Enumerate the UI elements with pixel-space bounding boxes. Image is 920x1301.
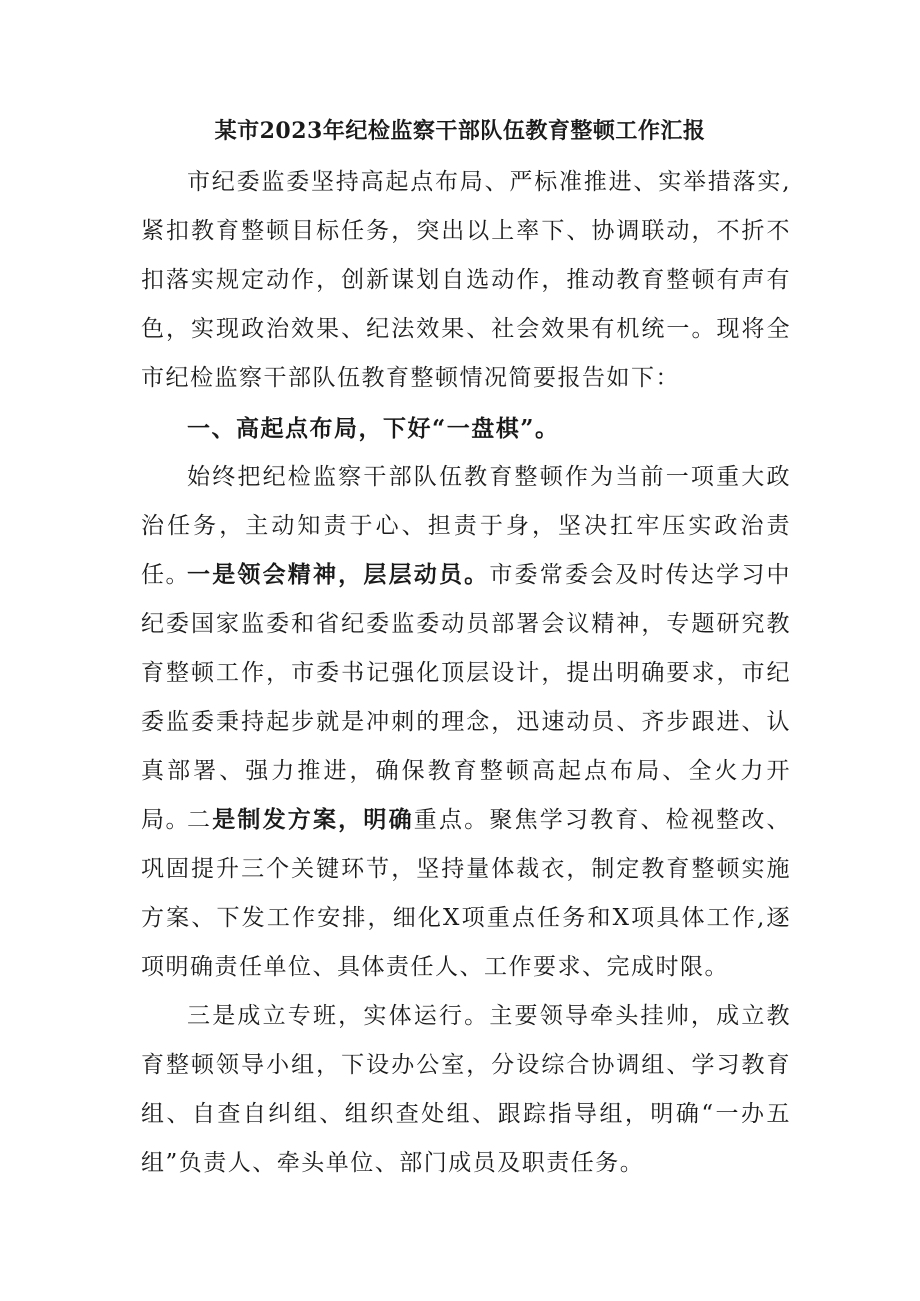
intro-paragraph: 市纪委监委坚持高起点布局、严标准推进、实举措落实,紧扣教育整顿目标任务，突出以上率下、协调联动，不折不扣落实规定动作，创新谋划自选动作，推动教育整顿有声有色，实现政治效果、纪法效果、社会效果有机统一。现将全市纪检监察干部队伍教育整顿情况简要报告如下： bbox=[141, 169, 791, 391]
item-1-lead: 一是领会精神，层层动员。 bbox=[187, 561, 490, 588]
item-2-lead-plain: 二 bbox=[187, 807, 213, 833]
item-3-text: 主要领导牵头挂帅，成立教育整顿领导小组，下设办公室，分设综合协调组、学习教育组、自查自纠组、组织查处组、跟踪指导组，明确“一办五组”负责人、牵头单位、部门成员及职责任务。 bbox=[141, 1003, 792, 1176]
section-heading-1: 一、高起点布局，下好“一盘棋”。 bbox=[187, 415, 560, 442]
document-title: 某市2023年纪检监察干部队伍教育整顿工作汇报 bbox=[214, 118, 706, 144]
item-2-paragraph bbox=[141, 795, 791, 992]
item-3-paragraph bbox=[141, 992, 791, 1188]
item-1-text: 市委常委会及时传达学习中纪委国家监委和省纪委监委动员部署会议精神，专题研究教育整顿工作，市委书记强化顶层设计，提出明确要求，市纪委监委秉持起步就是冲刺的理念，迅速动员、齐步跟进、认真部署、强力推进，确保教育整顿高起点布局、全火力开局。 bbox=[141, 562, 792, 833]
item-2-text: 聚焦学习教育、检视整改、巩固提升三个关键环节，坚持量体裁衣，制定教育整顿实施方案、下发工作安排，细化X项重点任务和X项具体工作,逐项明确责任单位、具体责任人、工作要求、完成时限。 bbox=[141, 807, 792, 980]
item-3-lead: 三是成立专班，实体运行。 bbox=[187, 1003, 490, 1029]
item-2-lead-bold: 是制发方案，明确 bbox=[212, 806, 414, 833]
section-1-summary: 始终把纪检监察干部队伍教育整顿作为当前一项重大政治任务，主动知责于心、担责于身，坚决扛牢压实政治责任。 bbox=[141, 464, 791, 588]
item-2-lead-rest: 重点。 bbox=[413, 807, 490, 833]
